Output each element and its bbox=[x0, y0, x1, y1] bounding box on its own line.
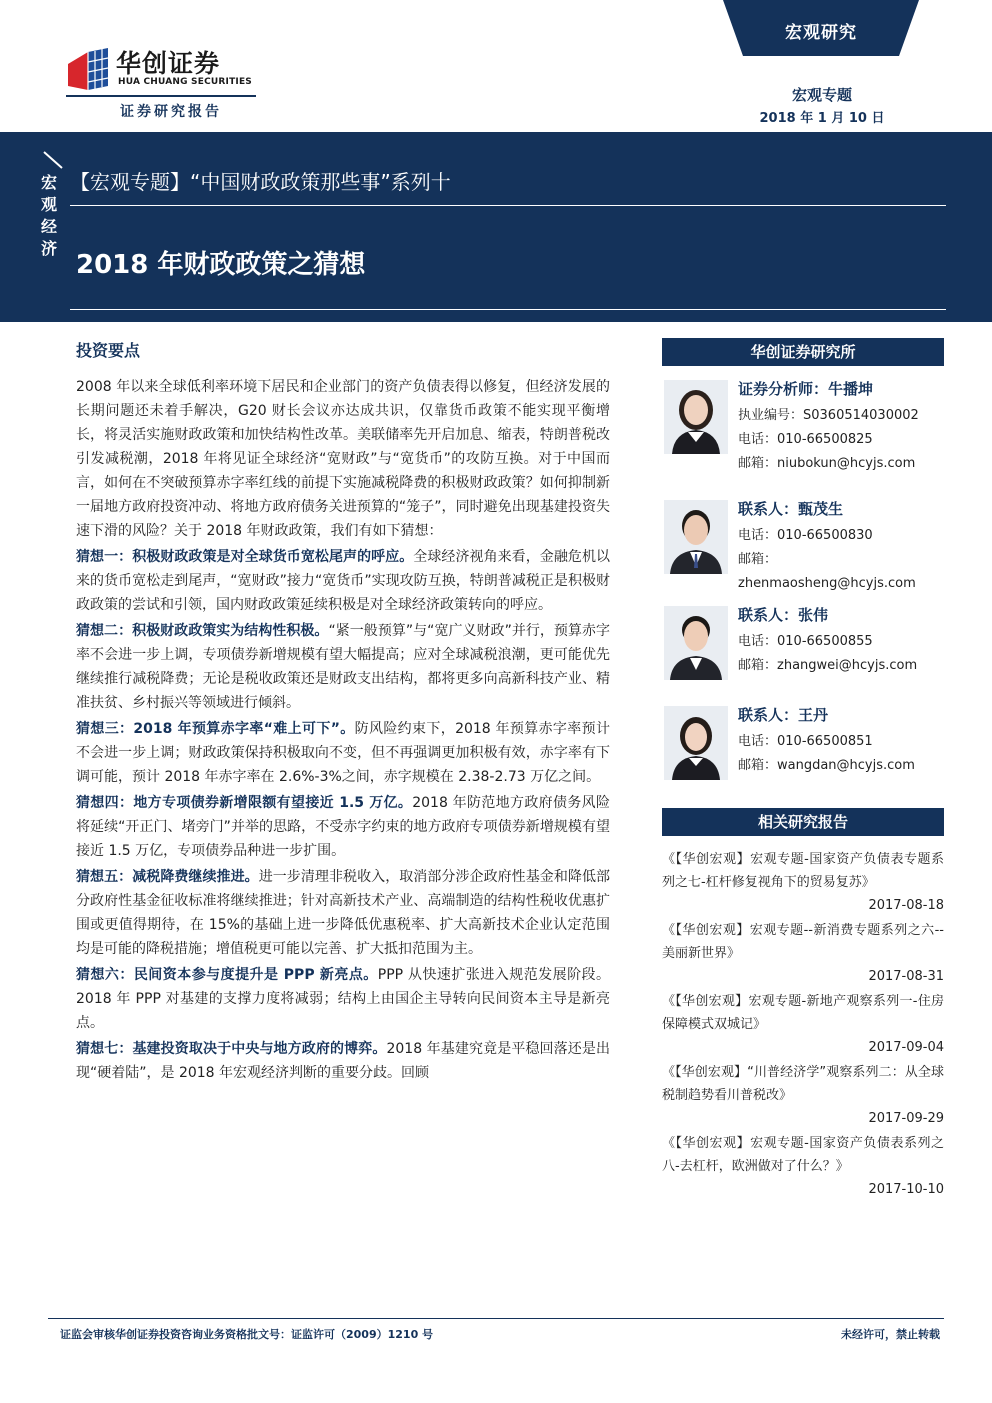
person-photo-icon bbox=[664, 500, 728, 574]
guess-lead: 猜想四：地方专项债券新增限额有望接近 1.5 万亿。 bbox=[76, 795, 413, 811]
avatar bbox=[664, 380, 728, 454]
related-report-date: 2017-10-10 bbox=[868, 1182, 944, 1197]
person-name: 联系人：张伟 bbox=[738, 606, 829, 624]
person-photo-icon bbox=[664, 606, 728, 680]
person-photo-icon bbox=[664, 380, 728, 454]
report-type: 宏观专题 bbox=[791, 86, 852, 104]
guess-lead: 猜想二：积极财政政策实为结构性积极。 bbox=[76, 623, 329, 639]
footer-license: 证监会审核华创证券投资咨询业务资格批文号：证监许可（2009）1210 号 bbox=[60, 1328, 434, 1341]
report-subtitle: 【宏观专题】“中国财政政策那些事”系列十 bbox=[70, 170, 451, 194]
guess-lead: 猜想一：积极财政政策是对全球货币宽松尾声的呼应。 bbox=[76, 549, 414, 565]
section-title: 投资要点 bbox=[76, 341, 141, 360]
category-tab bbox=[723, 0, 919, 56]
related-report-title[interactable]: 《【华创宏观】宏观专题-国家资产负债表系列之八-去杠杆，欧洲做对了什么？》 bbox=[662, 1136, 944, 1174]
guess-paragraph-4 bbox=[76, 791, 610, 863]
institute-header: 华创证券研究所 bbox=[662, 338, 944, 366]
sidebar bbox=[662, 338, 944, 1203]
email-address[interactable]: 邮箱：zhangwei@hcyjs.com bbox=[738, 658, 918, 673]
person-name: 联系人：甄茂生 bbox=[738, 500, 844, 518]
person-name: 证券分析师：牛播坤 bbox=[738, 380, 874, 398]
related-report-date: 2017-09-04 bbox=[868, 1040, 944, 1055]
avatar bbox=[664, 606, 728, 680]
title-banner bbox=[0, 132, 992, 322]
guess-paragraph-7 bbox=[76, 1037, 610, 1085]
guess-text: 2018 年防范地方政府债务风险将延续“开正门、堵旁门”并举的思路，不受赤字约束的地方政府专项债券新增规模有望接近 1.5 万亿，专项债券品种进一步扩围。 bbox=[76, 795, 610, 859]
logo-mark-icon bbox=[66, 46, 110, 92]
email-label: 邮箱： bbox=[738, 552, 778, 567]
related-reports-header: 相关研究报告 bbox=[662, 808, 944, 836]
email-address[interactable]: 邮箱：niubokun@hcyjs.com bbox=[738, 456, 916, 471]
logo-chinese-name: 华创证券 bbox=[116, 49, 221, 78]
related-report-title[interactable]: 《【华创宏观】宏观专题-国家资产负债表专题系列之七-杠杆修复视角下的贸易复苏》 bbox=[662, 852, 944, 890]
phone-number: 电话：010-66500851 bbox=[738, 734, 873, 749]
contact-card bbox=[662, 496, 944, 596]
guess-paragraph-3 bbox=[76, 717, 610, 789]
analyst-card bbox=[662, 376, 944, 476]
banner-slash-decoration bbox=[42, 150, 66, 170]
footer-rule bbox=[48, 1318, 944, 1319]
intro-paragraph: 2008 年以来全球低利率环境下居民和企业部门的资产负债表得以修复，但经济发展的长期问题还未着手解决，G20 财长会议亦达成共识，仅靠货币政策不能实现平衡增长，将灵活实施财政政策和加快结构性改革。美联储率先开启加息、缩表，特朗普税改引发减税潮，2018 年将见证全球经济“宽财政”与“宽货币”的攻防互换。对于中国而言，如何在不突破预算赤字率红线的前提下实施减税降费的积极财政政策？如何抑制新一届地方政府投资冲动、将地方政府债务关进预算的“笼子”，同时避免出现基建投资失速下滑的风险？关于 2018 年财政政策，我们有如下猜想： bbox=[76, 379, 610, 539]
person-photo-icon bbox=[664, 706, 728, 780]
guess-text: 进一步清理非税收入，取消部分涉企政府性基金和降低部分政府性基金征收标准将继续推进；针对高新技术产业、高端制造的结构性税收优惠扩围或更值得期待，在 15%的基础上进一步降低优惠税率、扩大高新技术企业认定范围均是可能的降税措施；增值税更可能以完善、扩大抵扣范围为主。 bbox=[76, 869, 610, 957]
header-rule bbox=[66, 95, 256, 97]
logo-english-name: HUA CHUANG SECURITIES bbox=[118, 77, 252, 87]
guess-text: 2018 年基建究竟是平稳回落还是出现“硬着陆”，是 2018 年宏观经济判断的重要分歧。回顾 bbox=[76, 1041, 610, 1081]
related-report-date: 2017-09-29 bbox=[868, 1111, 944, 1126]
guess-paragraph-6 bbox=[76, 963, 610, 1035]
guess-text: 防风险约束下，2018 年预算赤字率预计不会进一步上调；财政政策保持积极取向不变，但不再强调更加积极有效，赤字率有下调可能，预计 2018 年赤字率在 2.6%-3%之间，赤字规模在 2.38-2.73 万亿之间。 bbox=[76, 721, 610, 785]
banner-bottom-divider bbox=[70, 309, 946, 310]
person-name: 联系人：王丹 bbox=[738, 706, 829, 724]
report-label: 证券研究报告 bbox=[120, 104, 222, 120]
guess-paragraph-2 bbox=[76, 619, 610, 715]
guess-lead: 猜想七：基建投资取决于中央与地方政府的博弈。 bbox=[76, 1041, 387, 1057]
related-report-date: 2017-08-31 bbox=[868, 969, 944, 984]
license-number: 执业编号：S0360514030002 bbox=[738, 408, 919, 423]
related-report-title[interactable]: 《【华创宏观】宏观专题-新地产观察系列一-住房保障模式双城记》 bbox=[662, 994, 944, 1032]
report-date: 2018 年 1 月 10 日 bbox=[759, 111, 885, 126]
guess-lead: 猜想五：减税降费继续推进。 bbox=[76, 869, 259, 885]
related-reports-list bbox=[662, 848, 944, 1201]
guess-lead: 猜想三：2018 年预算赤字率“难上可下”。 bbox=[76, 721, 355, 737]
email-address[interactable]: zhenmaosheng@hcyjs.com bbox=[738, 576, 916, 591]
avatar bbox=[664, 500, 728, 574]
related-report-date: 2017-08-18 bbox=[868, 898, 944, 913]
guess-paragraph-5 bbox=[76, 865, 610, 961]
phone-number: 电话：010-66500855 bbox=[738, 634, 873, 649]
phone-number: 电话：010-66500825 bbox=[738, 432, 873, 447]
footer-copyright: 未经许可，禁止转载 bbox=[841, 1328, 940, 1341]
related-report-title[interactable]: 《【华创宏观】宏观专题--新消费专题系列之六--美丽新世界》 bbox=[662, 923, 944, 961]
company-logo bbox=[66, 42, 256, 98]
category-tab-label: 宏观研究 bbox=[785, 23, 857, 43]
guess-text: “紧一般预算”与“宽广义财政”并行，预算赤字率不会进一步上调，专项债券新增规模有望大幅提高；应对全球减税浪潮，更可能优先继续推行减税降费；无论是税收政策还是财政支出结构，都将更多向高新科技产业、精准扶贫、乡村振兴等领域进行倾斜。 bbox=[76, 623, 611, 711]
email-address[interactable]: 邮箱：wangdan@hcyjs.com bbox=[738, 758, 915, 773]
related-report-title[interactable]: 《【华创宏观】“川普经济学”观察系列二：从全球税制趋势看川普税改》 bbox=[662, 1065, 944, 1103]
side-category-label: 宏观经济 bbox=[40, 173, 57, 258]
report-title: 2018 年财政政策之猜想 bbox=[76, 250, 366, 280]
contact-card bbox=[662, 602, 944, 702]
avatar bbox=[664, 706, 728, 780]
banner-divider bbox=[70, 205, 946, 206]
phone-number: 电话：010-66500830 bbox=[738, 528, 873, 543]
guess-paragraph-1 bbox=[76, 545, 610, 617]
contact-card bbox=[662, 702, 944, 802]
guess-text: 全球经济视角来看，金融危机以来的货币宽松走到尾声，“宽财政”接力“宽货币”实现攻防互换，特朗普减税正是积极财政政策的尝试和引领，国内财政政策延续积极是对全球经济政策转向的呼应。 bbox=[76, 549, 610, 613]
investment-highlights bbox=[76, 338, 610, 1087]
guess-text: PPP 从快速扩张进入规范发展阶段。2018 年 PPP 对基建的支撑力度将减弱；结构上由国企主导转向民间资本主导是新亮点。 bbox=[76, 967, 611, 1031]
guess-lead: 猜想六：民间资本参与度提升是 PPP 新亮点。 bbox=[76, 967, 378, 983]
